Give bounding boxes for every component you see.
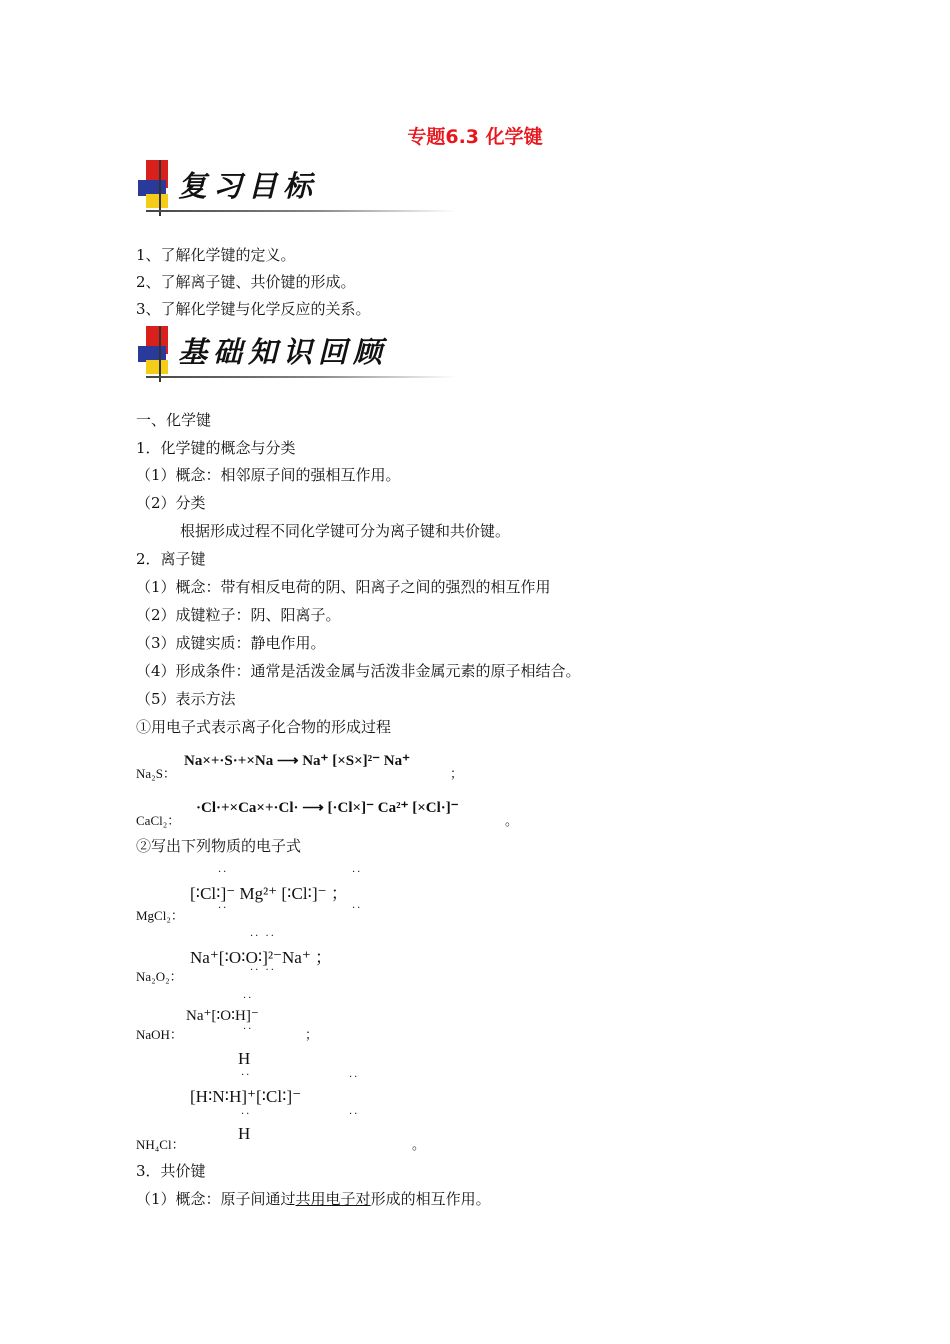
- paragraph: ②写出下列物质的电子式: [136, 837, 302, 855]
- formula-end: 。: [412, 1137, 426, 1152]
- paragraph: 根据形成过程不同化学键可分为离子键和共价键。: [180, 522, 511, 540]
- section-banner-review: [138, 326, 458, 384]
- formula-nh4cl-top: H: [238, 1049, 251, 1068]
- formula-nh4cl: [H∶N∶H]⁺[∶Cl∶]⁻: [190, 1087, 302, 1106]
- subsection-heading: 2．离子键: [136, 550, 206, 568]
- section-heading: 一、化学键: [136, 411, 212, 429]
- paragraph: （5）表示方法: [136, 690, 236, 708]
- subsection-heading: 1．化学键的概念与分类: [136, 439, 296, 457]
- formula-end: 。: [505, 813, 519, 828]
- formula-cacl2: ·Cl·+×Ca×+·Cl· ⟶ [·Cl×]⁻ Ca²⁺ [×Cl·]⁻: [196, 800, 459, 816]
- formula-label-mgcl2: MgCl₂：: [136, 908, 184, 923]
- paragraph: （2）成键粒子：阴、阳离子。: [136, 606, 341, 624]
- paragraph: ①用电子式表示离子化合物的形成过程: [136, 718, 392, 736]
- paragraph: （3）成键实质：静电作用。: [136, 634, 326, 652]
- objective-item: 1、了解化学键的定义。: [136, 246, 296, 264]
- banner-text: 基础知识回顾: [178, 335, 389, 369]
- objective-item: 3、了解化学键与化学反应的关系。: [136, 300, 371, 318]
- banner-yellow-block: [146, 360, 168, 374]
- paragraph: （2）分类: [136, 494, 206, 512]
- formula-end: ；: [450, 766, 464, 781]
- banner-vertical-line: [159, 326, 161, 382]
- banner-text: 复习目标: [178, 169, 319, 203]
- banner-horizontal-line: [146, 210, 456, 212]
- paragraph: （1）概念：原子间通过共用电子对形成的相互作用。: [136, 1190, 491, 1208]
- banner-vertical-line: [159, 160, 161, 216]
- section-banner-objectives: [138, 160, 458, 218]
- formula-mgcl2: [∶Cl∶]⁻ Mg²⁺ [∶Cl∶]⁻ ；: [190, 884, 348, 903]
- paragraph: （1）概念：带有相反电荷的阴、阳离子之间的强烈的相互作用: [136, 578, 551, 596]
- formula-end: ；: [305, 1027, 319, 1042]
- paragraph: （1）概念：相邻原子间的强相互作用。: [136, 466, 401, 484]
- formula-na2o2: Na⁺[∶O∶O∶]²⁻Na⁺ ；: [190, 948, 333, 967]
- formula-label-na2o2: Na₂O₂：: [136, 969, 183, 984]
- underlined-term: 共用电子对: [295, 1190, 371, 1208]
- formula-na2s: Na×+·S·+×Na ⟶ Na⁺ [×S×]²⁻ Na⁺: [184, 753, 411, 769]
- formula-label-cacl2: CaCl₂：: [136, 813, 181, 828]
- banner-yellow-block: [146, 194, 168, 208]
- objective-item: 2、了解离子键、共价键的形成。: [136, 273, 356, 291]
- formula-naoh: Na⁺[∶O∶H]⁻: [186, 1008, 259, 1024]
- page-title: 专题6.3 化学键: [407, 126, 543, 148]
- formula-label-naoh: NaOH：: [136, 1027, 183, 1042]
- banner-horizontal-line: [146, 376, 456, 378]
- subsection-heading: 3．共价键: [136, 1162, 206, 1180]
- paragraph: （4）形成条件：通常是活泼金属与活泼非金属元素的原子相结合。: [136, 662, 581, 680]
- formula-label-na2s: Na₂S：: [136, 766, 176, 781]
- formula-label-nh4cl: NH₄Cl：: [136, 1137, 185, 1152]
- formula-nh4cl-bottom: H: [238, 1124, 251, 1143]
